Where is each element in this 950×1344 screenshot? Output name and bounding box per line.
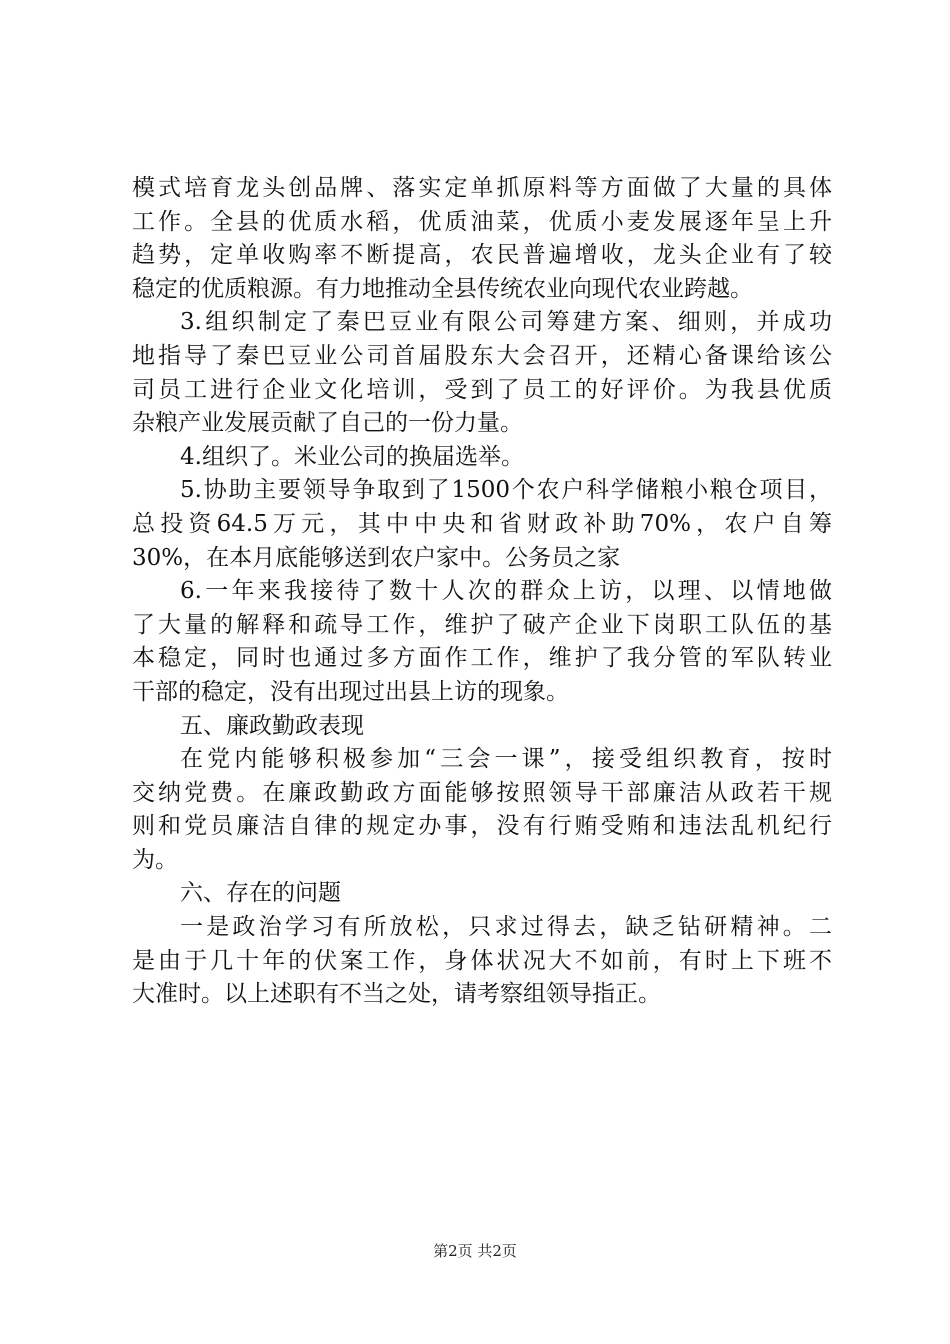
document-body — [132, 172, 832, 1012]
text-line: 5.协助主要领导争取到了1500个农户科学储粮小粮仓项目， — [180, 477, 832, 504]
text-line: 30%，在本月底能够送到农户家中。公务员之家 — [132, 544, 621, 571]
text-line: 6.一年来我接待了数十人次的群众上访，以理、以情地做 — [180, 578, 832, 605]
text-line: 3.组织制定了秦巴豆业有限公司筹建方案、细则，并成功 — [180, 309, 832, 336]
text-line: 为。 — [132, 846, 178, 873]
text-line: 干部的稳定，没有出现过出县上访的现象。 — [132, 678, 569, 705]
text-line: 司员工进行企业文化培训，受到了员工的好评价。为我县优质 — [132, 376, 832, 403]
text-line: 是由于几十年的伏案工作，身体状况大不如前，有时上下班不 — [132, 947, 832, 974]
text-line: 4.组织了。米业公司的换届选举。 — [180, 443, 524, 470]
text-line: 模式培育龙头创品牌、落实定单抓原料等方面做了大量的具体 — [132, 175, 832, 201]
page-number-footer: 第2页 共2页 — [433, 1242, 517, 1260]
text-line: 趋势，定单收购率不断提高，农民普遍增收，龙头企业有了较 — [132, 242, 832, 269]
text-line: 稳定的优质粮源。有力地推动全县传统农业向现代农业跨越。 — [132, 275, 753, 302]
text-line: 则和党员廉洁自律的规定办事，没有行贿受贿和违法乱机纪行 — [132, 813, 832, 840]
text-line: 本稳定，同时也通过多方面作工作，维护了我分管的军队转业 — [132, 645, 832, 672]
text-line: 工作。全县的优质水稻，优质油菜，优质小麦发展逐年呈上升 — [132, 208, 832, 235]
text-line: 在党内能够积极参加“三会一课”，接受组织教育，按时 — [180, 746, 832, 773]
text-line: 大准时。以上述职有不当之处，请考察组领导指正。 — [132, 981, 661, 1008]
text-line: 六、存在的问题 — [180, 880, 341, 907]
text-line: 一是政治学习有所放松，只求过得去，缺乏钻研精神。二 — [180, 914, 832, 941]
text-line: 交纳党费。在廉政勤政方面能够按照领导干部廉洁从政若干规 — [132, 779, 832, 806]
text-line: 地指导了秦巴豆业公司首届股东大会召开，还精心备课给该公 — [132, 342, 832, 369]
text-line: 总投资64.5万元，其中中央和省财政补助70%，农户自筹 — [132, 510, 832, 537]
text-line: 了大量的解释和疏导工作，维护了破产企业下岗职工队伍的基 — [132, 611, 832, 638]
text-line: 五、廉政勤政表现 — [180, 712, 364, 739]
text-line: 杂粮产业发展贡献了自己的一份力量。 — [132, 410, 523, 437]
